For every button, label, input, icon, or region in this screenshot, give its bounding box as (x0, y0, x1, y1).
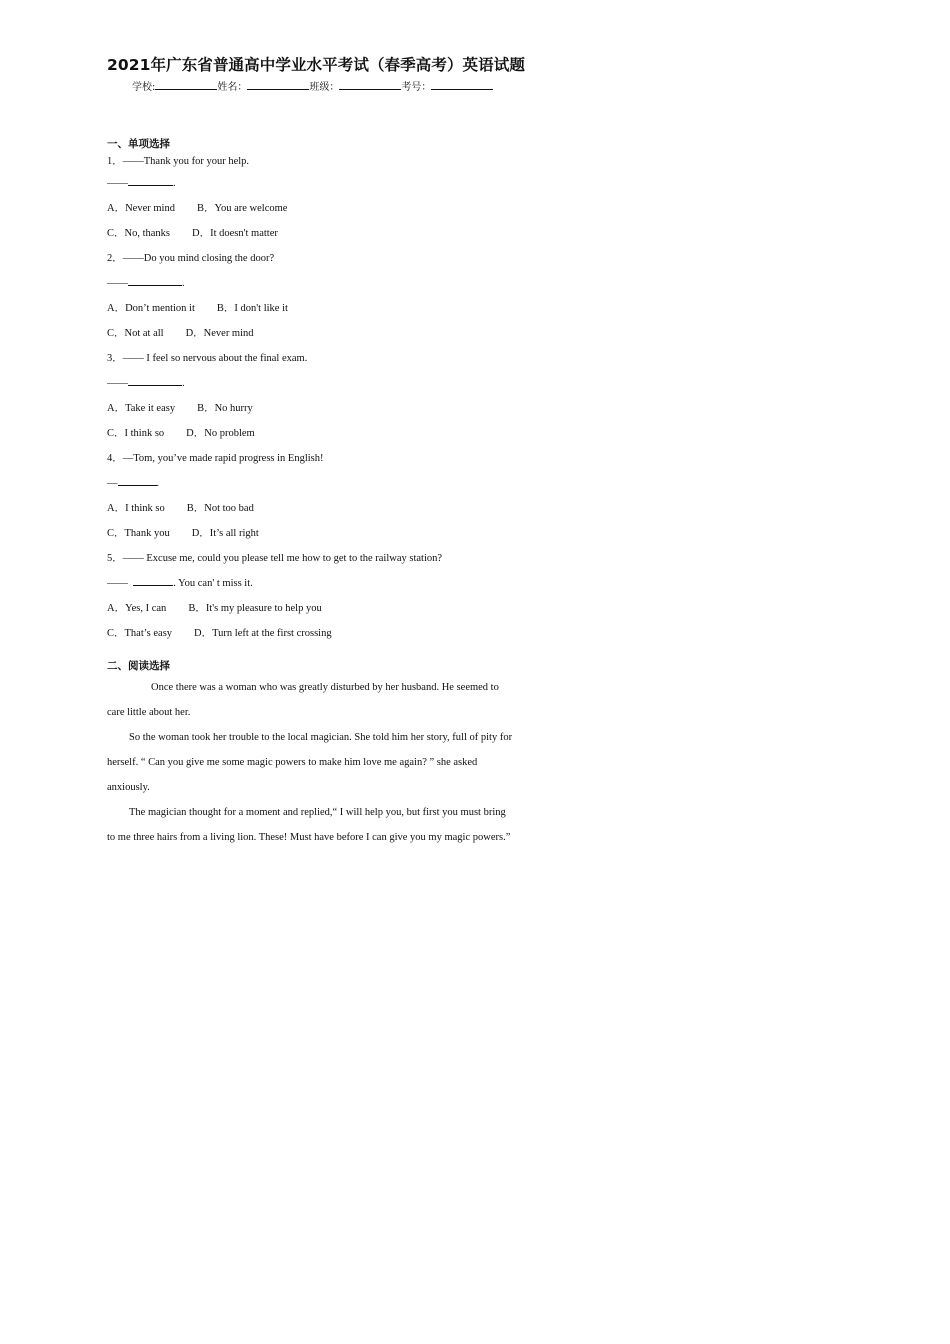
school-label: 学校: (132, 82, 156, 93)
question-5-prompt: 5．—— Excuse me, could you please tell me how to get to the railway station? (107, 553, 443, 564)
question-1-prompt: 1．——Thank you for your help. (107, 156, 250, 167)
question-2-options-cd (107, 321, 537, 346)
answer-prefix: —— (107, 378, 128, 389)
option-b: B．Not too bad (186, 503, 254, 514)
answer-blank (128, 274, 182, 286)
student-info-line (132, 78, 537, 98)
option-b: B．No hurry (197, 403, 253, 414)
answer-suffix: . (182, 378, 185, 389)
answer-prefix: — (107, 478, 118, 489)
question-3-answer-line (107, 371, 537, 396)
question-5-options-cd (107, 621, 537, 646)
option-b: B．I don't like it (216, 303, 288, 314)
id-label: 考号： (401, 82, 432, 93)
question-5-options-ab (107, 596, 537, 621)
option-a: A．Never mind (107, 203, 175, 214)
section-heading-reading: 二、阅读选择 (107, 660, 170, 672)
answer-blank (128, 174, 173, 186)
answer-prefix: —— (107, 278, 128, 289)
passage-line: The magician thought for a moment and replied,“ I will help you, but first you must bring (129, 807, 506, 818)
option-c: C．Not at all (107, 328, 164, 339)
answer-blank (118, 474, 157, 486)
option-c: C．That’s easy (107, 628, 173, 639)
option-b: B．You are welcome (196, 203, 288, 214)
class-label: 班级： (309, 82, 340, 93)
question-4-options-cd (107, 521, 537, 546)
exam-title: 2021年广东省普通高中学业水平考试（春季高考）英语试题 (107, 56, 525, 74)
option-d: D．It’s all right (191, 528, 259, 539)
answer-suffix: . (156, 478, 160, 489)
name-label: 姓名： (217, 82, 248, 93)
passage-line: herself. “ Can you give me some magic powers to make him love me again? ” she asked (107, 757, 478, 768)
answer-blank (133, 574, 173, 586)
question-4-prompt: 4．—Tom, you’ve made rapid progress in English! (107, 453, 324, 464)
option-c: C．I think so (107, 428, 165, 439)
question-2-answer-line (107, 271, 537, 296)
reading-passage (107, 675, 537, 850)
passage-line: care little about her. (107, 707, 191, 718)
passage-line: Once there was a woman who was greatly disturbed by her husband. He seemed to (151, 682, 499, 693)
question-1-answer-line (107, 171, 537, 196)
question-3-options-ab (107, 396, 537, 421)
question-5-answer-line (107, 571, 537, 596)
question-3-prompt: 3．—— I feel so nervous about the final exam. (107, 353, 308, 364)
option-c: C．No, thanks (107, 228, 170, 239)
answer-prefix: —— (107, 178, 128, 189)
option-d: D．It doesn't matter (192, 228, 278, 239)
question-4-answer-line (107, 471, 537, 496)
question-1-options-ab (107, 196, 537, 221)
answer-suffix: . You can' t miss it. (173, 578, 253, 589)
answer-prefix: —— (107, 578, 128, 589)
question-3-options-cd (107, 421, 537, 446)
answer-blank (128, 374, 182, 386)
answer-suffix: . (182, 278, 185, 289)
school-blank (155, 79, 217, 90)
exam-page (107, 52, 537, 850)
option-a: A．I think so (107, 503, 165, 514)
option-a: A．Take it easy (107, 403, 176, 414)
section-heading-single-choice: 一、单项选择 (107, 138, 170, 150)
question-4-options-ab (107, 496, 537, 521)
option-d: D．No problem (186, 428, 255, 439)
option-a: A．Don’t mention it (107, 303, 195, 314)
option-d: D．Never mind (185, 328, 254, 339)
passage-line: anxiously. (107, 782, 150, 793)
question-2-prompt: 2．——Do you mind closing the door? (107, 253, 275, 264)
passage-line: to me three hairs from a living lion. These! Must have before I can give you my magic powers.” (107, 832, 511, 843)
passage-line: So the woman took her trouble to the local magician. She told him her story, full of pity for (129, 732, 513, 743)
option-c: C．Thank you (107, 528, 170, 539)
option-b: B．It's my pleasure to help you (188, 603, 322, 614)
answer-suffix: . (173, 178, 176, 189)
question-1-options-cd (107, 221, 537, 246)
id-blank (431, 79, 493, 90)
option-d: D．Turn left at the first crossing (194, 628, 332, 639)
question-2-options-ab (107, 296, 537, 321)
option-a: A．Yes, I can (107, 603, 167, 614)
name-blank (247, 79, 309, 90)
class-blank (339, 79, 401, 90)
